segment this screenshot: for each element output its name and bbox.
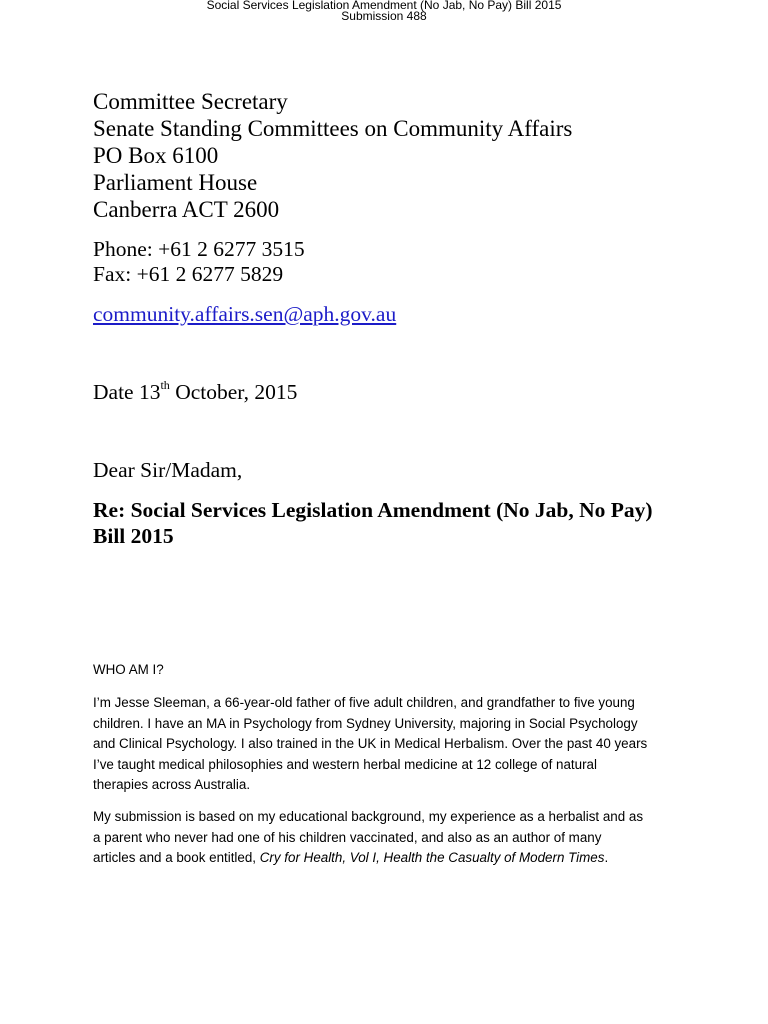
contact-block (93, 237, 305, 287)
document-header (0, 0, 768, 22)
paragraph-line: My submission is based on my educational background, my experience as a herbalist and as (93, 809, 644, 824)
paragraph-line (93, 848, 683, 869)
address-line: PO Box 6100 (93, 143, 219, 168)
subject-heading: Re: Social Services Legislation Amendment (No Jab, No Pay) Bill 2015 (93, 498, 653, 548)
section-heading-who-am-i: WHO AM I? (93, 662, 164, 677)
paragraph-submission-basis (93, 807, 683, 869)
book-title: Cry for Health, Vol I, Health the Casualty of Modern Times (259, 850, 605, 865)
header-submission-number: Submission 488 (341, 9, 427, 23)
date-prefix: Date 13 (93, 380, 161, 404)
paragraph-line-suffix: . (604, 850, 609, 865)
paragraph-line: therapies across Australia. (93, 777, 251, 792)
fax-number: Fax: +61 2 6277 5829 (93, 262, 284, 286)
paragraph-line: a parent who never had one of his children vaccinated, and also as an author of many (93, 829, 602, 845)
letter-date (93, 379, 297, 405)
date-rest: October, 2015 (169, 380, 298, 404)
recipient-address (93, 88, 572, 223)
paragraph-line: children. I have an MA in Psychology from Sydney University, majoring in Social Psychology (93, 715, 638, 731)
salutation: Dear Sir/Madam, (93, 458, 243, 482)
paragraph-line: I’ve taught medical philosophies and western herbal medicine at 12 college of natural (93, 756, 597, 772)
paragraph-line-prefix: articles and a book entitled, (93, 850, 260, 865)
phone-number: Phone: +61 2 6277 3515 (93, 237, 305, 261)
address-line: Committee Secretary (93, 89, 288, 114)
paragraph-introduction (93, 693, 683, 796)
email-link[interactable]: community.affairs.sen@aph.gov.au (93, 302, 397, 326)
paragraph-line: and Clinical Psychology. I also trained in the UK in Medical Herbalism. Over the past 40 years (93, 736, 648, 751)
address-line: Parliament House (93, 170, 258, 195)
address-line: Senate Standing Committees on Community Affairs (93, 116, 573, 141)
paragraph-line: I’m Jesse Sleeman, a 66-year-old father of five adult children, and grandfather to five young (93, 695, 635, 710)
date-ordinal-suffix: th (160, 377, 170, 392)
address-line: Canberra ACT 2600 (93, 197, 280, 222)
header-bill-title: Social Services Legislation Amendment (No Jab, No Pay) Bill 2015 (206, 0, 562, 12)
